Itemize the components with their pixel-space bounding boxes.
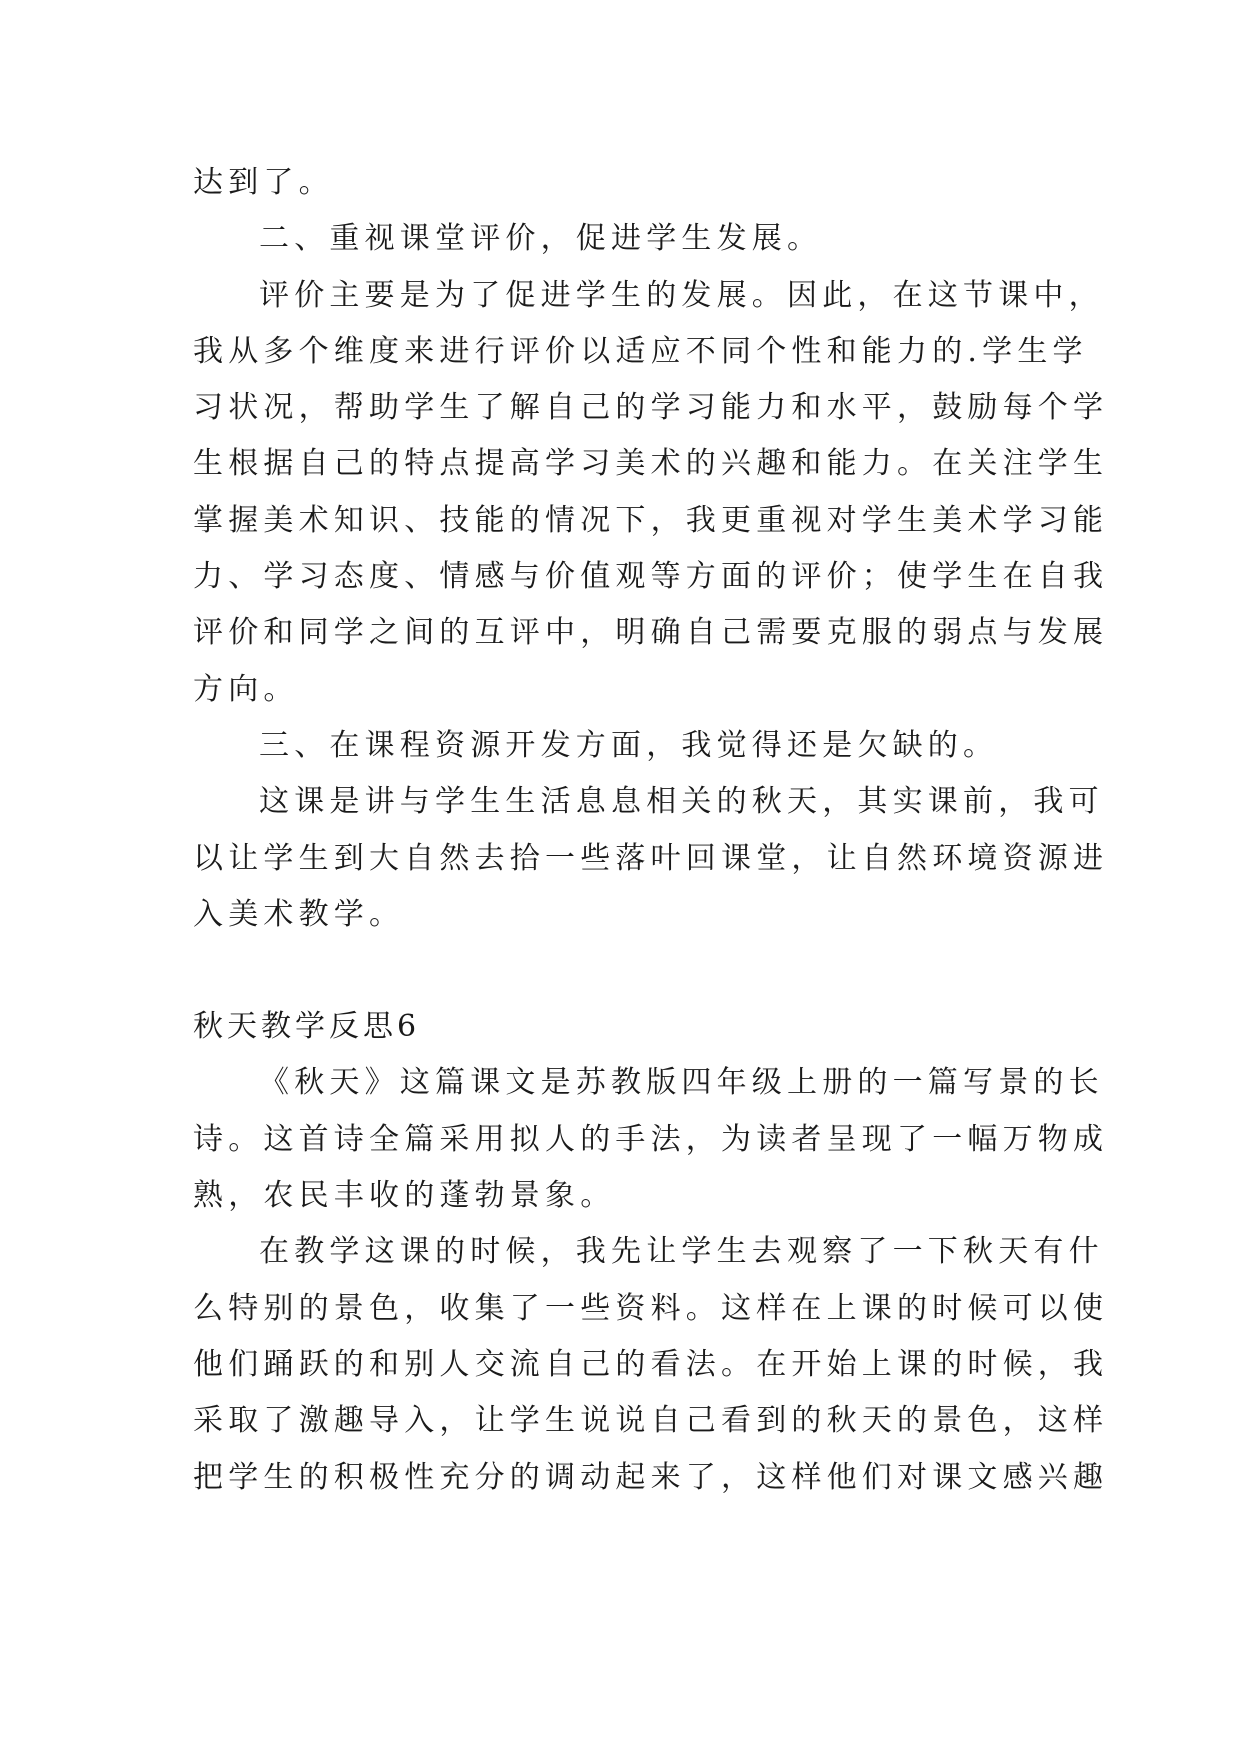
document-body bbox=[193, 155, 1109, 1506]
text-line: 熟，农民丰收的蓬勃景象。 bbox=[193, 1178, 616, 1214]
text-line: 三、在课程资源开发方面，我觉得还是欠缺的。 bbox=[259, 727, 999, 763]
text-line: 我从多个维度来进行评价以适应不同个性和能力的.学生学 bbox=[193, 333, 1088, 369]
text-line: 掌握美术知识、技能的情况下，我更重视对学生美术学习能 bbox=[193, 502, 1109, 538]
text-line: 入美术教学。 bbox=[193, 896, 405, 932]
text-line: 在教学这课的时候，我先让学生去观察了一下秋天有什 bbox=[259, 1234, 1104, 1270]
section-title: 秋天教学反思6 bbox=[193, 1009, 421, 1045]
paragraph-block-1 bbox=[193, 155, 1109, 943]
text-line: 把学生的积极性充分的调动起来了，这样他们对课文感兴趣 bbox=[193, 1459, 1109, 1495]
text-line: 《秋天》这篇课文是苏教版四年级上册的一篇写景的长 bbox=[259, 1065, 1104, 1101]
text-line: 他们踊跃的和别人交流自己的看法。在开始上课的时候，我 bbox=[193, 1346, 1109, 1382]
text-line: 这课是讲与学生生活息息相关的秋天，其实课前，我可 bbox=[259, 784, 1104, 820]
text-line: 方向。 bbox=[193, 671, 299, 707]
text-line: 么特别的景色，收集了一些资料。这样在上课的时候可以使 bbox=[193, 1290, 1109, 1326]
text-line: 力、学习态度、情感与价值观等方面的评价；使学生在自我 bbox=[193, 559, 1109, 595]
text-line: 采取了激趣导入，让学生说说自己看到的秋天的景色，这样 bbox=[193, 1403, 1109, 1439]
section-gap bbox=[193, 943, 1053, 999]
text-line: 生根据自己的特点提高学习美术的兴趣和能力。在关注学生 bbox=[193, 446, 1109, 482]
text-line: 习状况，帮助学生了解自己的学习能力和水平，鼓励每个学 bbox=[193, 390, 1109, 426]
text-line: 评价主要是为了促进学生的发展。因此，在这节课中， bbox=[259, 277, 1104, 313]
text-line: 评价和同学之间的互评中，明确自己需要克服的弱点与发展 bbox=[193, 615, 1109, 651]
text-line: 二、重视课堂评价，促进学生发展。 bbox=[259, 221, 823, 257]
text-line: 以让学生到大自然去拾一些落叶回课堂，让自然环境资源进 bbox=[193, 840, 1109, 876]
text-line: 达到了。 bbox=[193, 165, 334, 200]
paragraph-block-2 bbox=[193, 1055, 1109, 1505]
text-line: 诗。这首诗全篇采用拟人的手法，为读者呈现了一幅万物成 bbox=[193, 1121, 1109, 1157]
